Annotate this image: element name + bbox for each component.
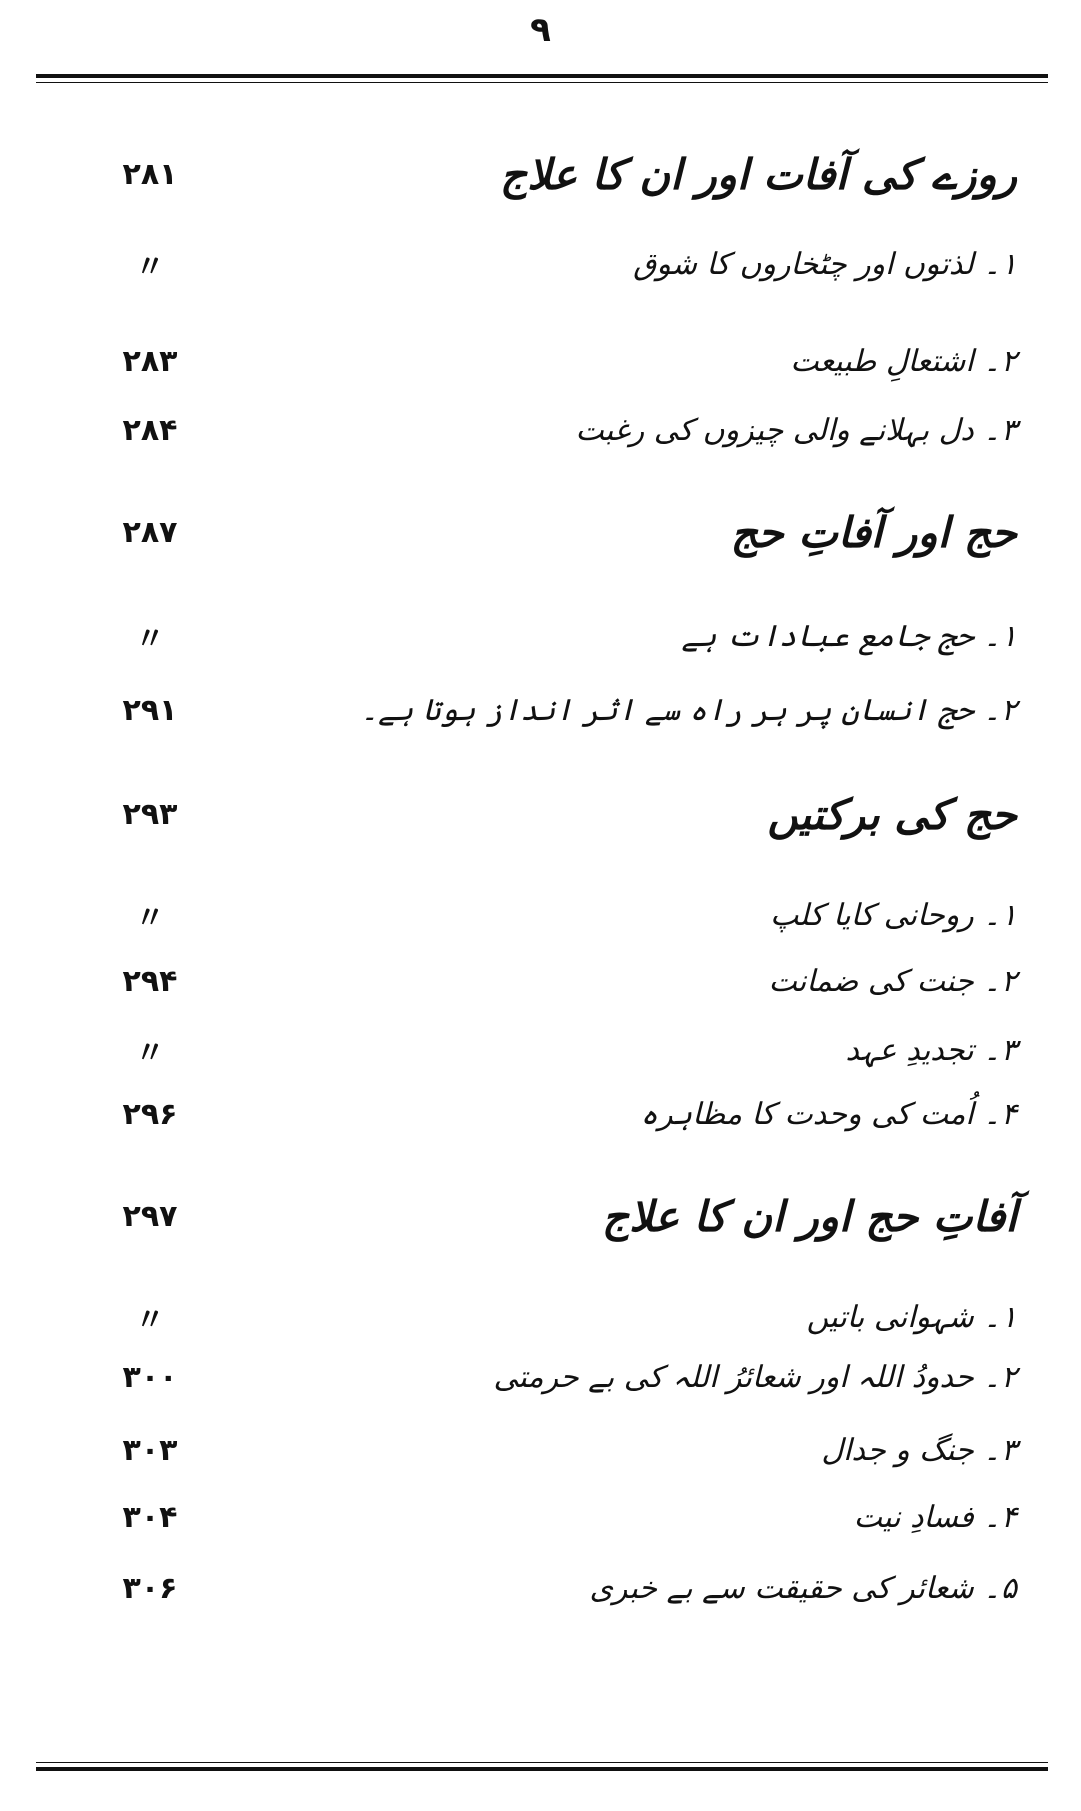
toc-heading-text: روزے کی آفات اور ان کا علاج bbox=[499, 150, 1017, 199]
toc-heading bbox=[70, 150, 1017, 199]
page-number: ۹ bbox=[530, 10, 551, 50]
toc-page-number: ۲۹۷ bbox=[122, 1199, 178, 1234]
toc-page-number: ۲۹۴ bbox=[122, 964, 178, 999]
toc-page-number: ۳۰۰ bbox=[122, 1360, 178, 1395]
toc-page-number: 〃 bbox=[135, 250, 165, 285]
toc-item-text: ۱۔ حج جامع عبادات ہے bbox=[681, 618, 1017, 654]
toc-page-number: 〃 bbox=[135, 622, 165, 657]
toc-item-text: ۴۔ اُمت کی وحدت کا مظاہرہ bbox=[640, 1097, 1017, 1132]
toc-page-number: ۲۹۱ bbox=[122, 693, 178, 728]
toc-page-number: ۳۰۶ bbox=[122, 1571, 178, 1606]
toc-item bbox=[70, 1571, 1017, 1606]
toc-item-text: ۵۔ شعائر کی حقیقت سے بے خبری bbox=[589, 1571, 1017, 1606]
toc-page-number: 〃 bbox=[135, 1036, 165, 1071]
toc-page-number: ۲۸۴ bbox=[122, 413, 178, 448]
toc-heading-text: حج کی برکتیں bbox=[767, 790, 1017, 839]
toc-item bbox=[70, 1097, 1017, 1132]
toc-item-text: ۲۔ جنت کی ضمانت bbox=[768, 964, 1017, 999]
toc-page-number: ۲۸۱ bbox=[122, 157, 178, 192]
toc-item-text: ۱۔ شہوانی باتیں bbox=[806, 1299, 1017, 1335]
toc-item bbox=[70, 413, 1017, 448]
toc-item bbox=[70, 693, 1017, 728]
toc-heading bbox=[70, 508, 1017, 557]
toc-item bbox=[70, 964, 1017, 999]
toc-item bbox=[70, 614, 1017, 658]
bottom-rule-thin bbox=[36, 1762, 1048, 1763]
toc-item bbox=[70, 1433, 1017, 1468]
toc-item bbox=[70, 242, 1017, 286]
toc-heading-text: آفاتِ حج اور ان کا علاج bbox=[601, 1192, 1017, 1241]
toc-page-number: 〃 bbox=[135, 1303, 165, 1338]
toc-item bbox=[70, 1295, 1017, 1339]
toc-item-text: ۱۔ لذتوں اور چٹخاروں کا شوق bbox=[633, 246, 1017, 282]
toc-heading-text: حج اور آفاتِ حج bbox=[730, 508, 1017, 557]
toc-item bbox=[70, 1500, 1017, 1535]
toc-page-number: ۳۰۴ bbox=[122, 1500, 178, 1535]
toc-item bbox=[70, 1360, 1017, 1395]
toc-item-text: ۳۔ تجدیدِ عہد bbox=[845, 1032, 1017, 1068]
toc-item-text: ۲۔ حدودُ اللہ اور شعائرُ اللہ کی بے حرمتی bbox=[493, 1360, 1017, 1395]
toc-page-number: ۲۹۶ bbox=[122, 1097, 178, 1132]
toc-item bbox=[70, 1028, 1017, 1072]
toc-item bbox=[70, 344, 1017, 379]
toc-heading bbox=[70, 1192, 1017, 1241]
toc-page-number: ۳۰۳ bbox=[122, 1433, 178, 1468]
bottom-rule-thick bbox=[36, 1767, 1048, 1771]
toc-item-text: ۲۔ حج انسان پر ہر راہ سے اثر انداز ہوتا ہے۔ bbox=[360, 693, 1017, 728]
toc-page-number: ۲۸۷ bbox=[122, 515, 178, 550]
toc-item-text: ۴۔ فسادِ نیت bbox=[853, 1500, 1017, 1535]
toc-item-text: ۳۔ جنگ و جدال bbox=[821, 1433, 1017, 1468]
toc-page-number: ۲۸۳ bbox=[122, 344, 178, 379]
toc-page-number: 〃 bbox=[135, 901, 165, 936]
toc-heading bbox=[70, 790, 1017, 839]
toc-item-text: ۱۔ روحانی کایا کلپ bbox=[770, 897, 1017, 933]
toc-item-text: ۲۔ اشتعالِ طبیعت bbox=[790, 344, 1017, 379]
toc-item-text: ۳۔ دل بہلانے والی چیزوں کی رغبت bbox=[575, 413, 1017, 448]
toc-item bbox=[70, 893, 1017, 937]
toc-page-number: ۲۹۳ bbox=[122, 797, 178, 832]
